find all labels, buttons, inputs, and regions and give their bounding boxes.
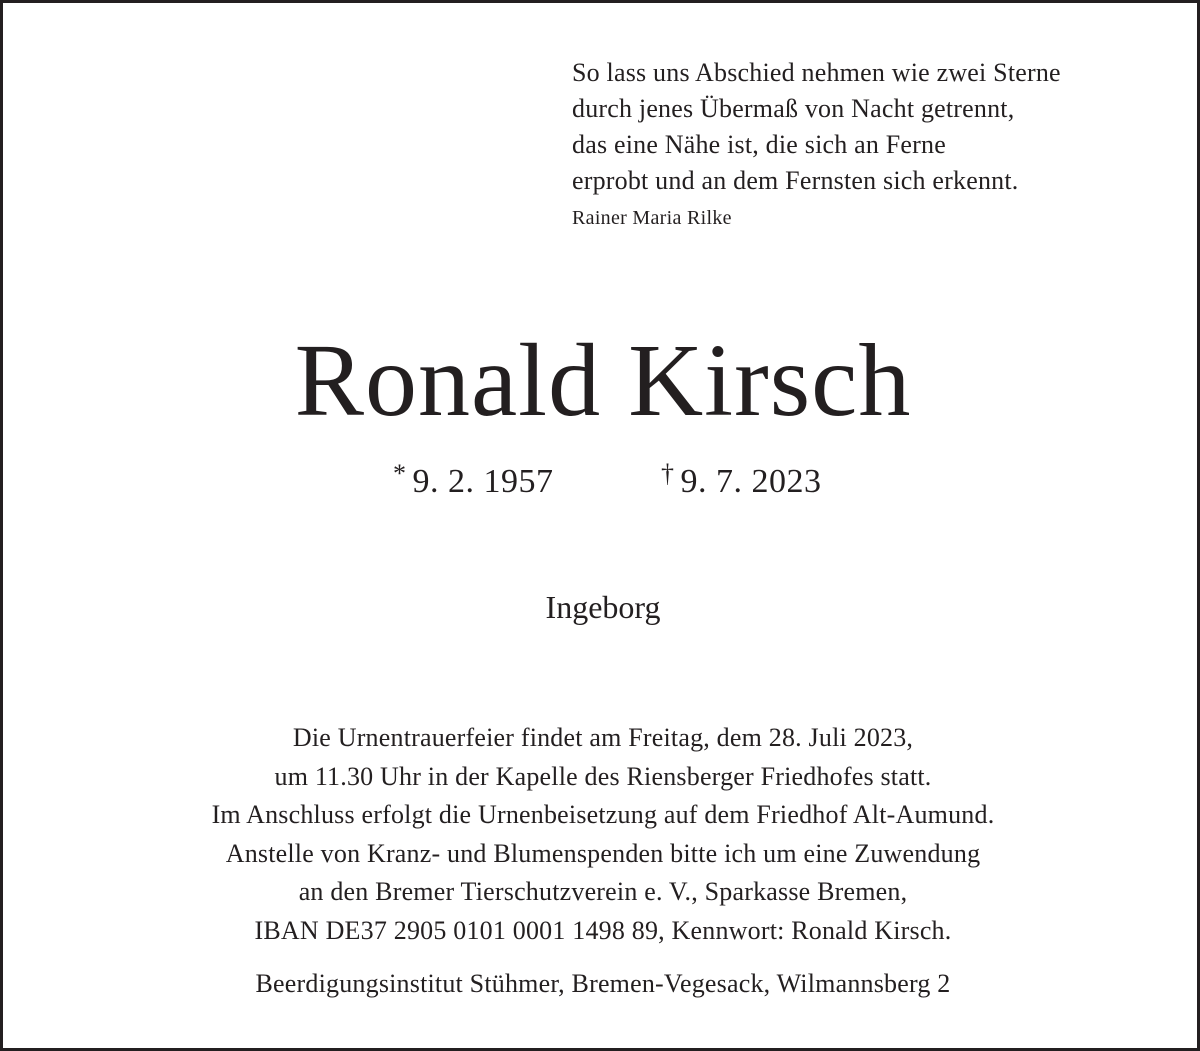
death-cross-icon: † xyxy=(661,459,675,488)
poem-line: erprobt und an dem Fernsten sich erkennt. xyxy=(572,166,1019,195)
deceased-name: Ronald Kirsch xyxy=(294,323,912,438)
birth-date-value: 9. 2. 1957 xyxy=(412,463,554,500)
poem-line: So lass uns Abschied nehmen wie zwei Sterne xyxy=(572,58,1061,87)
info-line: IBAN DE37 2905 0101 0001 1498 89, Kennwort: Ronald Kirsch. xyxy=(254,915,952,945)
info-line: an den Bremer Tierschutzverein e. V., Sparkasse Bremen, xyxy=(298,877,908,907)
poem-line: das eine Nähe ist, die sich an Ferne xyxy=(572,130,946,159)
birth-star-icon: * xyxy=(393,459,407,488)
funeral-info xyxy=(3,719,1200,951)
info-line: Im Anschluss erfolgt die Urnenbeisetzung auf dem Friedhof Alt-Aumund. xyxy=(211,800,995,830)
info-line: Die Urnentrauerfeier findet am Freitag, dem 28. Juli 2023, xyxy=(292,723,914,752)
poem-quote xyxy=(572,55,1172,231)
death-date-value: 9. 7. 2023 xyxy=(680,463,822,500)
poem-author: Rainer Maria Rilke xyxy=(572,207,732,229)
poem-line: durch jenes Übermaß von Nacht getrennt, xyxy=(572,94,1015,123)
birth-date xyxy=(393,449,554,507)
signer-name: Ingeborg xyxy=(545,589,661,625)
undertaker-address: Beerdigungsinstitut Stühmer, Bremen-Vegesack, Wilmannsberg 2 xyxy=(255,969,951,998)
death-date xyxy=(661,449,822,507)
info-line: Anstelle von Kranz- und Blumenspenden bitte ich um eine Zuwendung xyxy=(225,838,981,868)
info-line: um 11.30 Uhr in der Kapelle des Riensberger Friedhofes statt. xyxy=(274,761,932,791)
